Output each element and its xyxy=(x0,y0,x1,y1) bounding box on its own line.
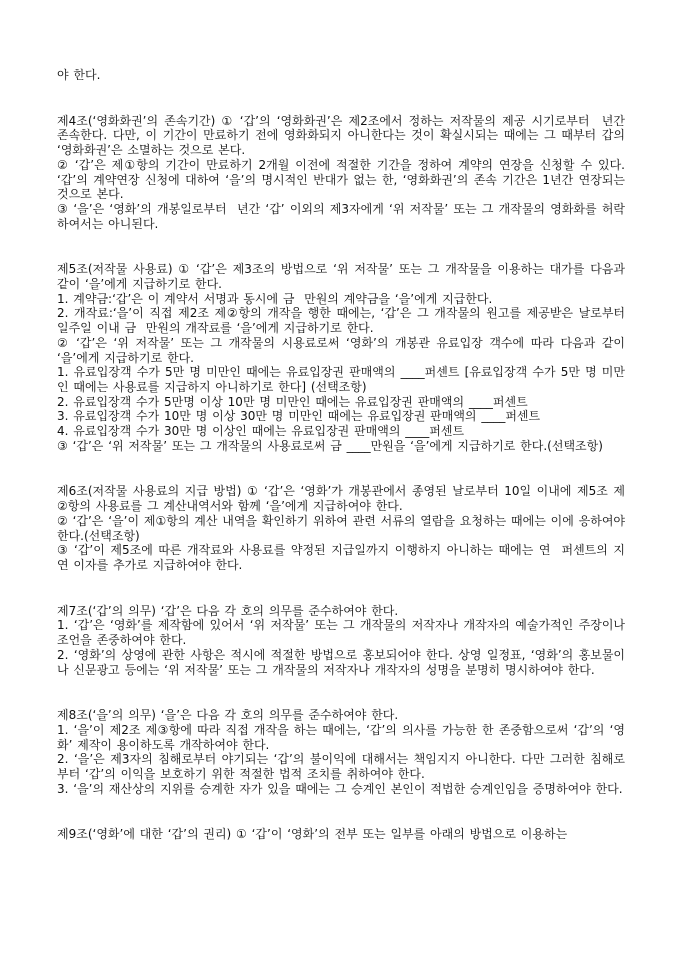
clause: 제5조(저작물 사용료) ① ‘갑’은 제3조의 방법으로 ‘위 저작물’ 또는 그 개작물을 이용하는 대가를 다음과 같이 ‘을’에게 지급하기로 한다. xyxy=(57,262,625,292)
clause: 1. 계약금:‘갑’은 이 계약서 서명과 동시에 금 만원의 계약금을 ‘을’에게 지급한다. xyxy=(57,291,493,306)
clause: 2. 유료입장객 수가 5만명 이상 10만 명 미만인 때에는 유료입장권 판매액의 ____퍼센트 xyxy=(57,394,528,409)
clause: ② ‘갑’은 제①항의 기간이 만료하기 2개월 이전에 적절한 기간을 정하여 계약의 연장을 신청할 수 있다. ‘갑’의 계약연장 신청에 대하여 ‘을’의 명시적인 반대가 없는 한, ‘영화화권’의 존속 기간은 1년간 연장되는 것으로 본다. xyxy=(57,157,625,202)
clause: 야 한다. xyxy=(57,68,101,82)
clause: ③ ‘갑’은 ‘위 저작물’ 또는 그 개작물의 사용료로써 금 ____만원을 ‘을’에게 지급하기로 한다.(선택조항) xyxy=(57,438,603,453)
clause: 제7조(‘갑’의 의무) ‘갑’은 다음 각 호의 의무를 준수하여야 한다. xyxy=(57,603,399,618)
clause: 2. ‘영화’의 상영에 관한 사항은 적시에 적절한 방법으로 홍보되어야 한다. 상영 일정표, ‘영화’의 홍보물이나 신문광고 등에는 ‘위 저작물’ 또는 그 개작물의 저작자나 개작자의 성명을 분명히 명시하여야 한다. xyxy=(57,647,625,677)
clause: 제9조(‘영화’에 대한 ‘갑’의 권리) ① ‘갑’이 ‘영화’의 전부 또는 일부를 아래의 방법으로 이용하는 xyxy=(57,827,568,842)
clause: 1. ‘갑’은 ‘영화’를 제작함에 있어서 ‘위 저작물’ 또는 그 개작물의 저작자나 개작자의 예술가적인 주장이나 조언을 존중하여야 한다. xyxy=(57,618,625,648)
clause: 1. 유료입장객 수가 5만 명 미만인 때에는 유료입장권 판매액의 ____퍼센트 [유료입장객 수가 5만 명 미만인 때에는 사용료를 지급하지 아니하기로 한다] (선택조항) xyxy=(57,365,625,394)
article-8 xyxy=(57,708,625,796)
clause: ② ‘갑’은 ‘을’이 제①항의 계산 내역을 확인하기 위하여 관련 서류의 열람을 요청하는 때에는 이에 응하여야 한다.(선택조항) xyxy=(57,513,625,543)
clause: 3. ‘을’의 재산상의 지위를 승계한 자가 있을 때에는 그 승계인 본인이 적법한 승계인임을 증명하여야 한다. xyxy=(57,781,623,796)
clause: 2. ‘을’은 제3자의 침해로부터 야기되는 ‘갑’의 불이익에 대해서는 책임지지 아니한다. 다만 그러한 침해로부터 ‘갑’의 이익을 보호하기 위한 적절한 법적 조치를 취하여야 한다. xyxy=(57,752,625,782)
clause: 2. 개작료:‘을’이 직접 제2조 제②항의 개작을 행한 때에는, ‘갑’은 그 개작물의 원고를 제공받은 날로부터 일주일 이내 금 만원의 개작료를 ‘을’에게 지급하기로 한다. xyxy=(57,306,625,336)
clause: 제4조(‘영화화권’의 존속기간) ① ‘갑’의 ‘영화화권’은 제2조에서 정하는 저작물의 제공 시기로부터 년간 존속한다. 다만, 이 기간이 만료하기 전에 영화화되지 아니한다는 것이 확실시되는 때에는 그 때부터 갑의 ‘영화화권’은 소멸하는 것으로 본다. xyxy=(57,113,625,158)
article-6 xyxy=(57,484,625,572)
clause: ② ‘갑’은 ‘위 저작물’ 또는 그 개작물의 시용료로써 ‘영화’의 개봉관 유료입장 객수에 따라 다음과 같이 ‘을’에게 지급하기로 한다. xyxy=(57,335,625,365)
clause: 1. ‘을’이 제2조 제③항에 따라 직접 개작을 하는 때에는, ‘갑’의 의사를 가능한 한 존중함으로써 ‘갑’의 ‘영화’ 제작이 용이하도록 개작하여야 한다. xyxy=(57,722,625,752)
article-5 xyxy=(57,262,625,453)
carryover-fragment xyxy=(57,68,625,83)
clause: ③ ‘갑’이 제5조에 따른 개작료와 사용료를 약정된 지급일까지 이행하지 아니하는 때에는 연 퍼센트의 지연 이자를 추가로 지급하여야 한다. xyxy=(57,543,625,572)
article-7 xyxy=(57,604,625,678)
clause: ③ ‘을’은 ‘영화’의 개봉일로부터 년간 ‘갑’ 이외의 제3자에게 ‘위 저작물’ 또는 그 개작물의 영화화를 허락하여서는 아니된다. xyxy=(57,201,625,231)
clause: 4. 유료입장객 수가 30만 명 이상인 때에는 유료입장권 판매액의 ____퍼센트 xyxy=(57,424,465,439)
clause: 제8조(‘을’의 의무) ‘을’은 다음 각 호의 의무를 준수하여야 한다. xyxy=(57,708,399,723)
clause: 3. 유료입장객 수가 10만 명 이상 30만 명 미만인 때에는 유료입장권 판매액의 ____퍼센트 xyxy=(57,409,541,424)
article-9 xyxy=(57,827,625,842)
article-4 xyxy=(57,114,625,232)
clause: 제6조(저작물 사용료의 지급 방법) ① ‘갑’은 ‘영화’가 개봉관에서 종영된 날로부터 10일 이내에 제5조 제②항의 사용료를 그 계산내역서와 함께 ‘을’에게 지급하여야 한다. xyxy=(57,484,625,514)
